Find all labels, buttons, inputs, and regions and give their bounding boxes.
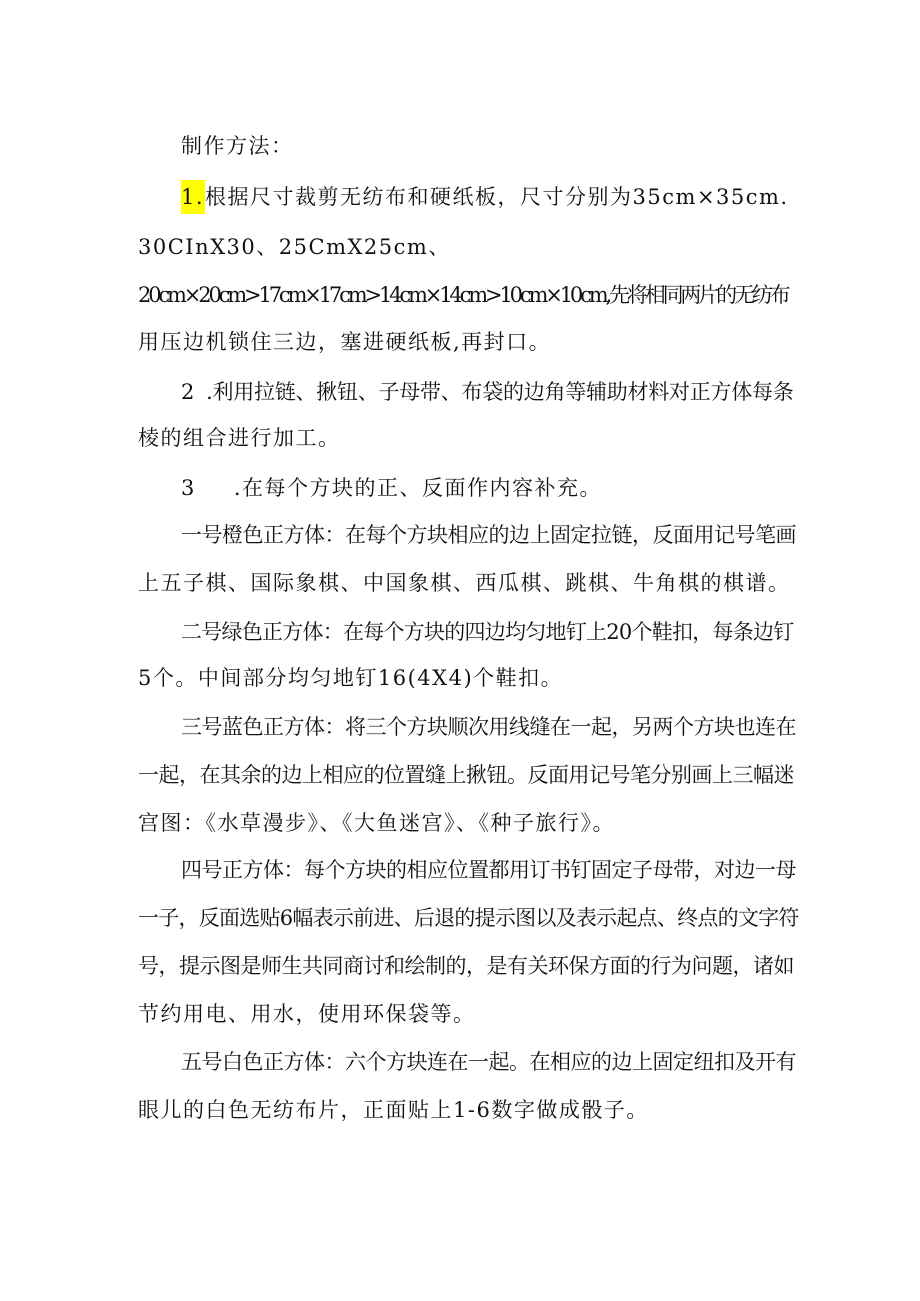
heading-text: 制作方法： — [181, 134, 294, 158]
cube2-text-2: 5个。中间部分均匀地钉16(4X4)个鞋扣。 — [138, 666, 564, 690]
step2-text-2: 棱的组合进行加工。 — [138, 426, 341, 450]
cube1-line2 — [138, 569, 791, 597]
cube3-line1 — [181, 713, 796, 741]
step3-line1 — [181, 474, 602, 502]
cube4-text-3: 号，提示图是师生共同商讨和绘制的，是有关环保方面的行为问题，诸如 — [138, 954, 794, 978]
cube5-text-2: 眼儿的白色无纺布片，正面贴上1-6数字做成骰子。 — [138, 1098, 649, 1122]
cube3-text-2: 一起，在其余的边上相应的位置缝上揪钮。反面用记号笔分别画上三幅迷 — [138, 763, 794, 787]
step3-text-1: .在每个方块的正、反面作内容补充。 — [233, 476, 603, 500]
step2-marker: 2 — [181, 380, 195, 404]
step1-text-2: 30CInX30、25CmX25cm、 — [138, 235, 451, 259]
step1-line2 — [138, 233, 451, 261]
step3-marker: 3 — [181, 476, 196, 500]
cube1-text-2: 上五子棋、国际象棋、中国象棋、西瓜棋、跳棋、牛角棋的棋谱。 — [138, 571, 791, 595]
cube2-text-1: 二号绿色正方体：在每个方块的四边均匀地钉上20个鞋扣，每条边钉 — [181, 620, 794, 644]
heading — [181, 132, 294, 160]
cube5-line2 — [138, 1096, 649, 1124]
step1-line3 — [138, 281, 788, 309]
cube4-text-1: 四号正方体：每个方块的相应位置都用订书钉固定子母带，对边一母 — [181, 858, 796, 882]
cube1-line1 — [181, 521, 796, 549]
step2-text-1: .利用拉链、揪钮、子母带、布袋的边角等辅助材料对正方体每条 — [206, 380, 794, 404]
step2-line2 — [138, 424, 341, 452]
cube4-line4 — [138, 1000, 476, 1028]
cube4-line3 — [138, 952, 794, 980]
cube4-line1 — [181, 856, 796, 884]
step1-line1 — [181, 180, 789, 214]
step1-text-3: 20cm×20cm>17cm×17cm>14cm×14cm>10cm×10cm,先将相同两片的无纺布 — [138, 283, 788, 307]
cube2-line1 — [181, 618, 793, 646]
cube4-line2 — [138, 904, 799, 932]
step1-marker-highlight: 1. — [181, 180, 205, 214]
cube3-line3 — [138, 809, 615, 837]
cube5-text-1: 五号白色正方体：六个方块连在一起。在相应的边上固定纽扣及开有 — [181, 1050, 796, 1074]
cube3-line2 — [138, 761, 794, 789]
step1-line4 — [138, 328, 551, 356]
cube5-line1 — [181, 1048, 796, 1076]
step1-text-4: 用压边机锁住三边，塞进硬纸板,再封口。 — [138, 330, 552, 354]
cube3-text-1: 三号蓝色正方体：将三个方块顺次用线缝在一起，另两个方块也连在 — [181, 715, 796, 739]
cube3-text-3: 宫图：《水草漫步》、《大鱼迷宫》、《种子旅行》。 — [138, 811, 615, 835]
step1-text-1: 根据尺寸裁剪无纺布和硬纸板，尺寸分别为35cm×35cm. — [205, 185, 789, 209]
step2-line1 — [181, 378, 794, 406]
cube2-line2 — [138, 664, 563, 692]
cube4-text-2: 一子，反面选贴6幅表示前进、后退的提示图以及表示起点、终点的文字符 — [138, 906, 799, 930]
cube1-text-1: 一号橙色正方体：在每个方块相应的边上固定拉链，反面用记号笔画 — [181, 523, 796, 547]
cube4-text-4: 节约用电、用水，使用环保袋等。 — [138, 1002, 476, 1026]
